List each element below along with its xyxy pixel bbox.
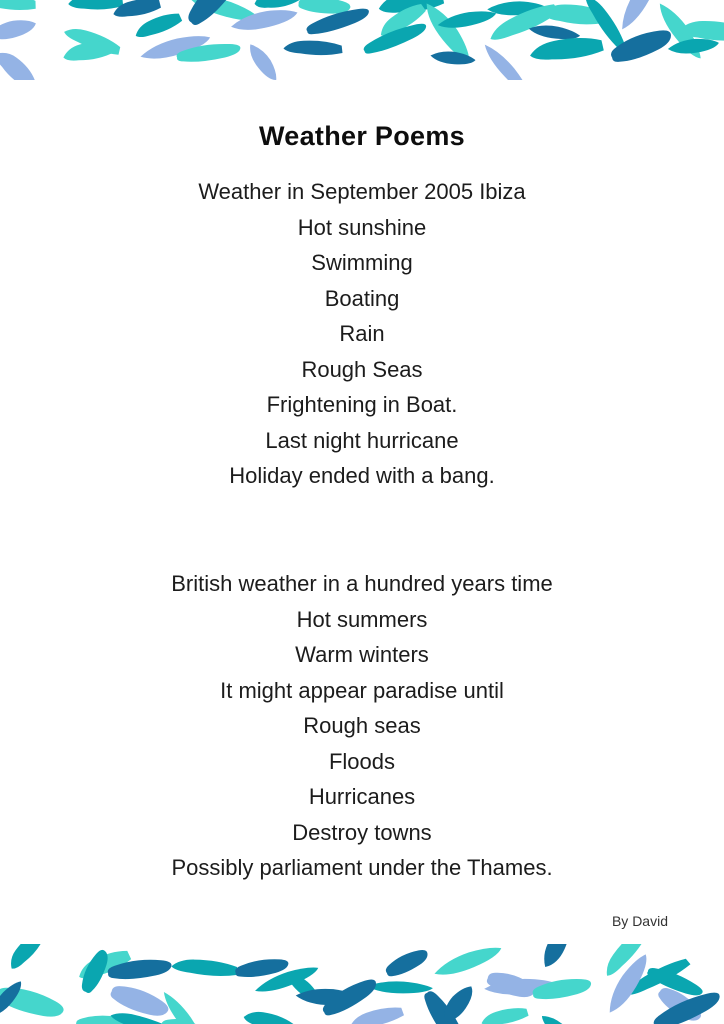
brush-stroke xyxy=(0,17,38,43)
brush-stroke xyxy=(530,38,604,60)
poem-line: Holiday ended with a bang. xyxy=(229,463,495,488)
brush-stroke xyxy=(242,1004,296,1024)
brush-stroke xyxy=(614,0,667,33)
poem-line: Rain xyxy=(339,321,385,346)
poem-line: Possibly parliament under the Thames. xyxy=(171,855,553,880)
poem-line: Rough Seas xyxy=(301,356,423,382)
brush-stroke xyxy=(3,944,49,971)
poem-line: Warm winters xyxy=(295,642,429,667)
brush-stroke xyxy=(0,0,38,15)
poem-line: Hot sunshine xyxy=(297,214,427,240)
poem-line: Boating xyxy=(324,285,400,311)
poem-line: Swimming xyxy=(311,250,413,275)
brush-stroke xyxy=(254,0,300,8)
brush-stroke xyxy=(430,48,477,67)
brush-stroke xyxy=(133,11,184,38)
poem-line: Destroy towns xyxy=(292,819,432,845)
brush-stroke xyxy=(283,37,344,59)
brush-stroke xyxy=(0,44,38,80)
brush-stroke xyxy=(367,979,433,995)
poem-ibiza xyxy=(0,174,724,494)
poem-line: It might appear paradise until xyxy=(220,677,504,703)
brush-stroke xyxy=(481,40,534,80)
poem-line: Last night hurricane xyxy=(265,427,459,453)
brush-stroke xyxy=(348,1006,405,1024)
poem-line: Weather in September 2005 Ibiza xyxy=(198,179,526,204)
poem-line: Hurricanes xyxy=(308,784,416,809)
poem-line: Frightening in Boat. xyxy=(266,392,458,417)
brush-stroke xyxy=(537,944,576,971)
poem-line: Hot summers xyxy=(296,606,428,632)
brush-stroke xyxy=(245,40,281,80)
author-byline: By David xyxy=(611,913,668,929)
top-border-brush-decoration xyxy=(0,0,724,80)
brush-stroke xyxy=(539,1007,597,1024)
bottom-border-brush-decoration xyxy=(0,944,724,1024)
poem-line: Floods xyxy=(328,748,396,774)
poem-british-weather xyxy=(0,566,724,886)
brush-stroke xyxy=(63,41,116,61)
page-title: Weather Poems xyxy=(259,121,465,152)
brush-stroke xyxy=(480,1007,529,1024)
poem-line: Rough seas xyxy=(303,713,421,738)
poem-line: British weather in a hundred years time xyxy=(171,571,553,596)
brush-stroke xyxy=(171,954,239,981)
brush-stroke xyxy=(383,947,431,979)
